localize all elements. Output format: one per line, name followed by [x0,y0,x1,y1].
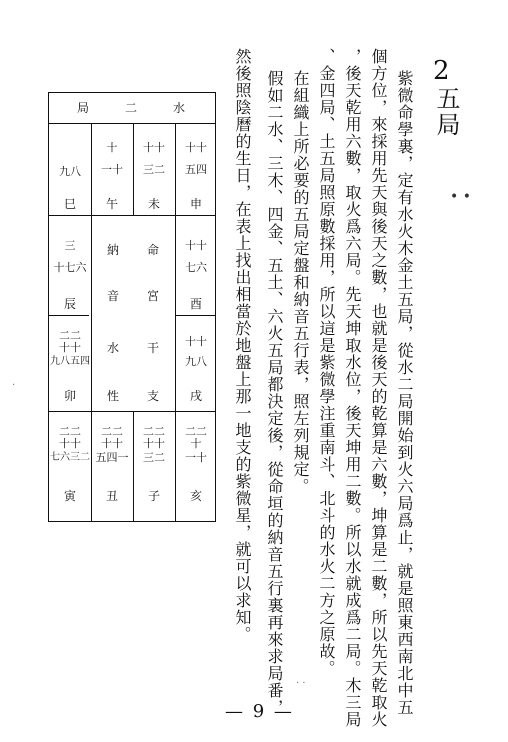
center-char: 支 [147,389,160,403]
table-rule [175,315,215,316]
section-title: 五局 [432,86,460,138]
cell-numbers: 十十 [101,437,123,450]
earthly-branch-you: 酉 [189,297,202,311]
center-char: 宮 [147,289,160,303]
cell-numbers: 二二 [59,425,81,438]
cell-numbers: 十 [106,141,118,154]
center-char: 納 [107,243,120,257]
cell-numbers: 十 [190,437,202,450]
center-char: 命 [147,243,160,257]
earthly-branch-wei: 未 [147,197,160,211]
cell-numbers: 十十 [59,437,81,450]
cell-numbers: 二二 [143,425,165,438]
table-rule [133,123,134,215]
page-number: — 9 — [225,701,294,722]
table-header-char: 二 [125,101,138,115]
cell-numbers: 十十 [185,141,207,154]
earthly-branch-si: 巳 [63,197,76,211]
earthly-branch-wu: 午 [105,197,118,211]
cell-numbers: 二二 [101,425,123,438]
cell-numbers: 十七六 [53,261,87,274]
cell-numbers: 十十 [143,437,165,450]
cell-numbers: 三 [64,239,76,252]
table-rule [49,215,215,216]
table-rule [49,411,215,412]
cell-numbers: 九八 [185,355,207,368]
cell-numbers: 十十 [143,141,165,154]
earthly-branch-yin: 寅 [63,489,76,503]
earthly-branch-mao: 卯 [63,389,76,403]
cell-numbers: 九八 [59,165,81,178]
cell-numbers: 二二 [59,329,81,342]
center-char: 音 [107,289,120,303]
cell-numbers: 七六 [185,261,207,274]
cell-numbers: 五四 [185,163,207,176]
page-speck: · · [296,678,306,689]
paragraph-column-3: ，後天乾用六數，取火爲六局。先天坤取水位，後天坤用二數。所以水就成爲二局。木三局 [343,48,362,728]
cell-numbers: 十十 [185,239,207,252]
table-rule [91,123,92,521]
paragraph-column-4: 、金四局、土五局照原數採用，所以這是紫微學注重南斗、北斗的水火二方之原故。 [317,48,336,677]
paragraph-column-2: 個方位，來採用先天與後天之數，也就是後天的乾算是六數，坤算是二數，所以先天乾取火 [369,48,388,728]
water-two-bureau-table [48,92,216,522]
cell-numbers: 五四一 [95,451,129,464]
paragraph-column-6: 假如二水、三木、四金、五土、六火五局都決定後，從命垣的納音五行裏再來求局番， [265,70,284,716]
earthly-branch-chou: 丑 [105,489,118,503]
earthly-branch-hai: 亥 [189,489,202,503]
cell-numbers: 一十 [185,451,207,464]
table-rule [49,315,89,316]
center-char: 性 [107,389,120,403]
cell-numbers: 一十 [101,163,123,176]
paragraph-column-1: 紫微命學裏，定有水火木金土五局，從水二局開始到火六局爲止，就是照東西南北中五 [395,70,414,716]
earthly-branch-zi: 子 [147,489,160,503]
cell-numbers: 三二 [143,451,165,464]
earthly-branch-chen: 辰 [63,297,76,311]
paragraph-column-7: 然後照陰曆的生日，在表上找出相當於地盤上那一地支的紫微星，就可以求知。 [233,48,252,643]
cell-numbers: 十十 [185,335,207,348]
table-rule [175,123,176,521]
decorative-marks: • • [450,189,471,205]
center-char: 干 [147,341,160,355]
table-rule [133,411,134,521]
table-header-char: 水 [173,101,186,115]
cell-numbers: 七六三二 [50,452,90,463]
cell-numbers: 三二 [143,163,165,176]
table-header-char: 局 [77,101,90,115]
cell-numbers: 九八五四 [50,356,90,367]
earthly-branch-xu: 戌 [189,389,202,403]
table-rule [49,123,215,124]
earthly-branch-shen: 申 [189,197,202,211]
page-speck: · [12,380,16,391]
center-char: 水 [107,341,120,355]
cell-numbers: 二二 [185,425,207,438]
cell-numbers: 十十 [59,341,81,354]
section-number: 2 [433,56,450,86]
paragraph-column-5: 在組織上所必要的五局定盤和納音五行表，照左列規定。 [291,70,310,495]
